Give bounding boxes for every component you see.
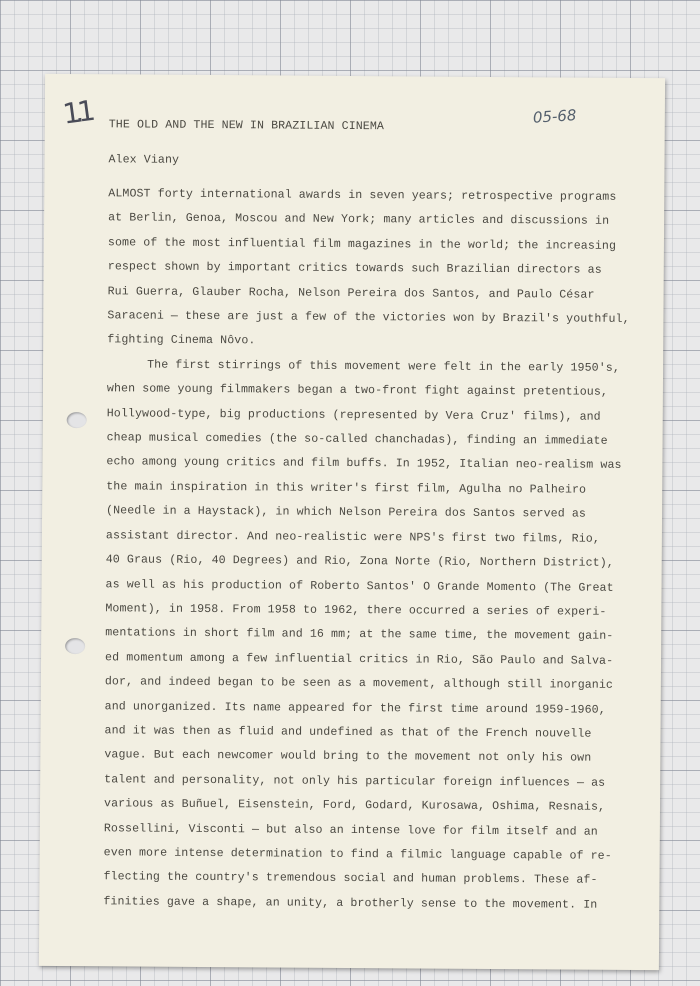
text-line: Saraceni — these are just a few of the victories won by Brazil's youthful, xyxy=(107,309,630,326)
document-author: Alex Viany xyxy=(108,153,180,167)
text-line: Rui Guerra, Glauber Rocha, Nelson Pereira dos Santos, and Paulo César xyxy=(107,284,595,302)
text-line: fighting Cinema Nôvo. xyxy=(107,333,256,348)
text-line: assistant director. And neo-realistic were NPS's first two films, Rio, xyxy=(105,528,600,546)
text-line: (Needle in a Haystack), in which Nelson Pereira dos Santos served as xyxy=(106,504,587,521)
text-line: various as Buñuel, Eisenstein, Ford, Godard, Kurosawa, Oshima, Resnais, xyxy=(103,797,606,814)
text-line: finities gave a shape, an unity, a brotherly sense to the movement. In xyxy=(103,895,598,912)
punch-hole xyxy=(65,638,85,654)
text-line: mentations in short film and 16 mm; at the same time, the movement gain- xyxy=(105,626,614,644)
typed-text-block xyxy=(103,118,639,918)
text-line: and unorganized. Its name appeared for the first time around 1959-1960, xyxy=(104,699,606,717)
text-line: some of the most influential film magazines in the world; the increasing xyxy=(107,236,617,253)
text-line: echo among young critics and film buffs. In 1952, Italian neo-realism was xyxy=(106,455,622,473)
text-line: even more intense determination to find a filmic language capable of re- xyxy=(103,846,612,863)
text-line: ALMOST forty international awards in seven years; retrospective programs xyxy=(108,187,617,204)
text-line: cheap musical comedies (the so-called chanchadas), finding an immediate xyxy=(106,431,608,448)
text-line: ed momentum among a few influential critics in Rio, São Paulo and Salva- xyxy=(105,650,614,668)
text-line: flecting the country's tremendous social and human problems. These af- xyxy=(103,870,598,888)
handwritten-date-note: 05-68 xyxy=(532,106,577,127)
corner-handwritten-mark: 1.1 xyxy=(60,94,92,131)
text-line: respect shown by important critics towards such Brazilian directors as xyxy=(107,260,602,277)
typed-page xyxy=(39,74,665,970)
body-text xyxy=(103,182,638,918)
text-line: 40 Graus (Rio, 40 Degrees) and Rio, Zona Norte (Rio, Northern District), xyxy=(105,553,614,570)
document-title: THE OLD AND THE NEW IN BRAZILIAN CINEMA xyxy=(108,118,385,134)
text-line: Moment), in 1958. From 1958 to 1962, there occurred a series of experi- xyxy=(105,602,607,619)
text-line: and it was then as fluid and undefined as that of the French nouvelle xyxy=(104,724,592,741)
text-line: dor, and indeed began to be seen as a movement, although still inorganic xyxy=(104,675,614,692)
text-line: when some young filmmakers began a two-front fight against pretentious, xyxy=(106,382,609,400)
text-line: at Berlin, Genoa, Moscou and New York; many articles and discussions in xyxy=(108,211,610,229)
text-line: the main inspiration in this writer's first film, Agulha no Palheiro xyxy=(106,480,587,497)
punch-hole xyxy=(67,412,87,428)
text-line: The first stirrings of this movement were felt in the early 1950's, xyxy=(147,358,620,375)
text-line: as well as his production of Roberto Santos' O Grande Momento (The Great xyxy=(105,577,614,595)
text-line: vague. But each newcomer would bring to the movement not only his own xyxy=(104,748,592,766)
text-line: talent and personality, not only his particular foreign influences — as xyxy=(104,773,606,790)
text-line: Rossellini, Visconti — but also an intense love for film itself and an xyxy=(103,821,598,839)
text-line: Hollywood-type, big productions (represented by Vera Cruz' films), and xyxy=(106,406,601,424)
